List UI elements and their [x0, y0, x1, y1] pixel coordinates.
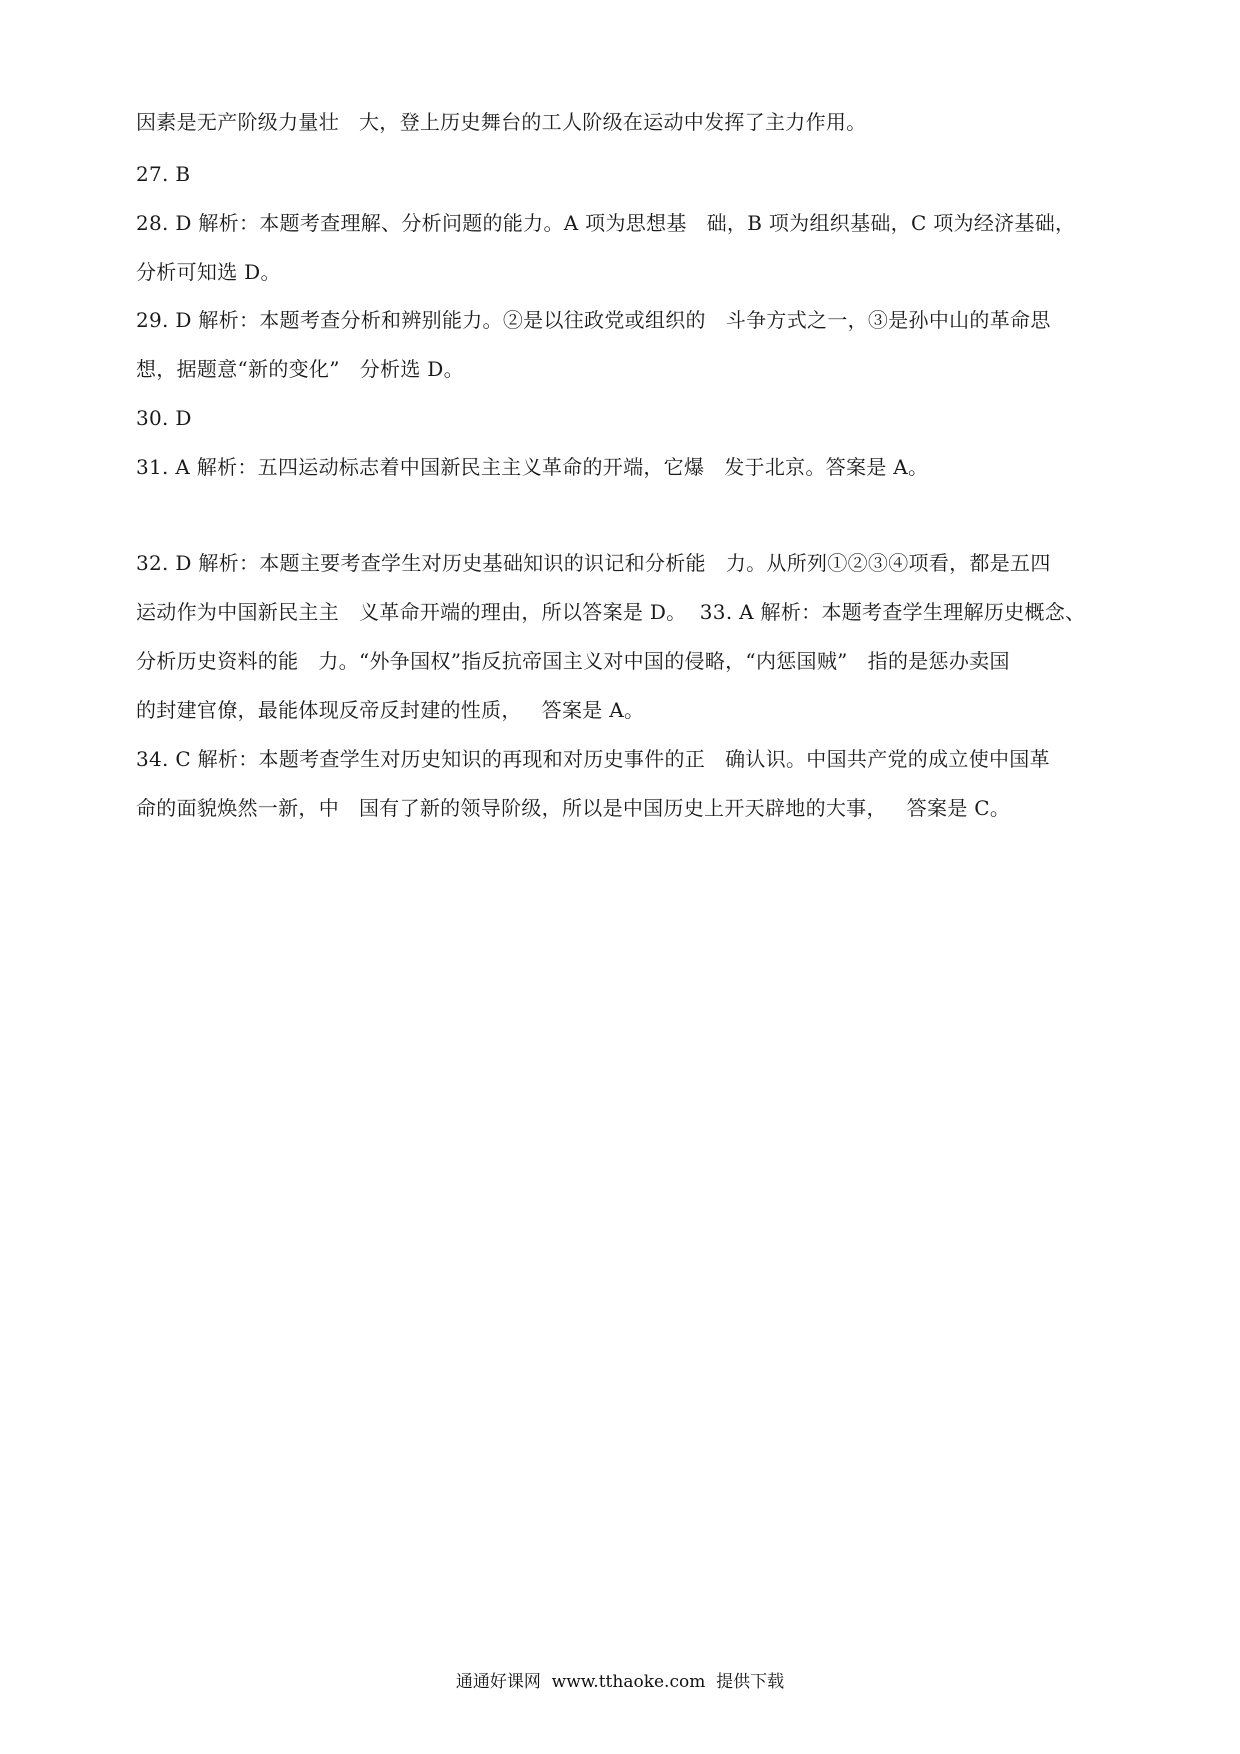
answer-line-31: 31. A 解析：五四运动标志着中国新民主主义革命的开端，它爆 发于北京。答案是 A。 — [136, 455, 929, 479]
answer-line-29-continuation: 想，据题意“新的变化” 分析选 D。 — [136, 357, 464, 381]
answer-line-32-33: 运动作为中国新民主主 义革命开端的理由，所以答案是 D。 33. A 解析：本题考查学生理解历史概念、 — [136, 600, 1086, 624]
answer-line-32: 32. D 解析：本题主要考查学生对历史基础知识的识记和分析能 力。从所列①②③④项看，都是五四 — [136, 551, 1051, 575]
answer-line-33-continuation: 分析历史资料的能 力。“外争国权”指反抗帝国主义对中国的侵略，“内惩国贼” 指的是惩办卖国 — [136, 649, 1010, 673]
answer-line-26-continuation: 因素是无产阶级力量壮 大，登上历史舞台的工人阶级在运动中发挥了主力作用。 — [136, 110, 867, 134]
answer-line-34: 34. C 解析：本题考查学生对历史知识的再现和对历史事件的正 确认识。中国共产党的成立使中国革 — [136, 747, 1050, 771]
answer-line-27: 27. B — [136, 162, 191, 186]
page-footer: 通通好课网 www.tthaoke.com 提供下载 — [455, 1672, 785, 1692]
answer-line-28-continuation: 分析可知选 D。 — [136, 260, 281, 284]
answer-line-28: 28. D 解析：本题考查理解、分析问题的能力。A 项为思想基 础，B 项为组织基础，C 项为经济基础， — [136, 211, 1076, 235]
answer-line-33-end: 的封建官僚，最能体现反帝反封建的性质， 答案是 A。 — [136, 698, 645, 722]
answer-line-29: 29. D 解析：本题考查分析和辨别能力。②是以往政党或组织的 斗争方式之一，③是孙中山的革命思 — [136, 308, 1051, 332]
answer-line-30: 30. D — [136, 406, 192, 430]
answer-line-34-continuation: 命的面貌焕然一新，中 国有了新的领导阶级，所以是中国历史上开天辟地的大事， 答案是 C。 — [136, 796, 1011, 820]
